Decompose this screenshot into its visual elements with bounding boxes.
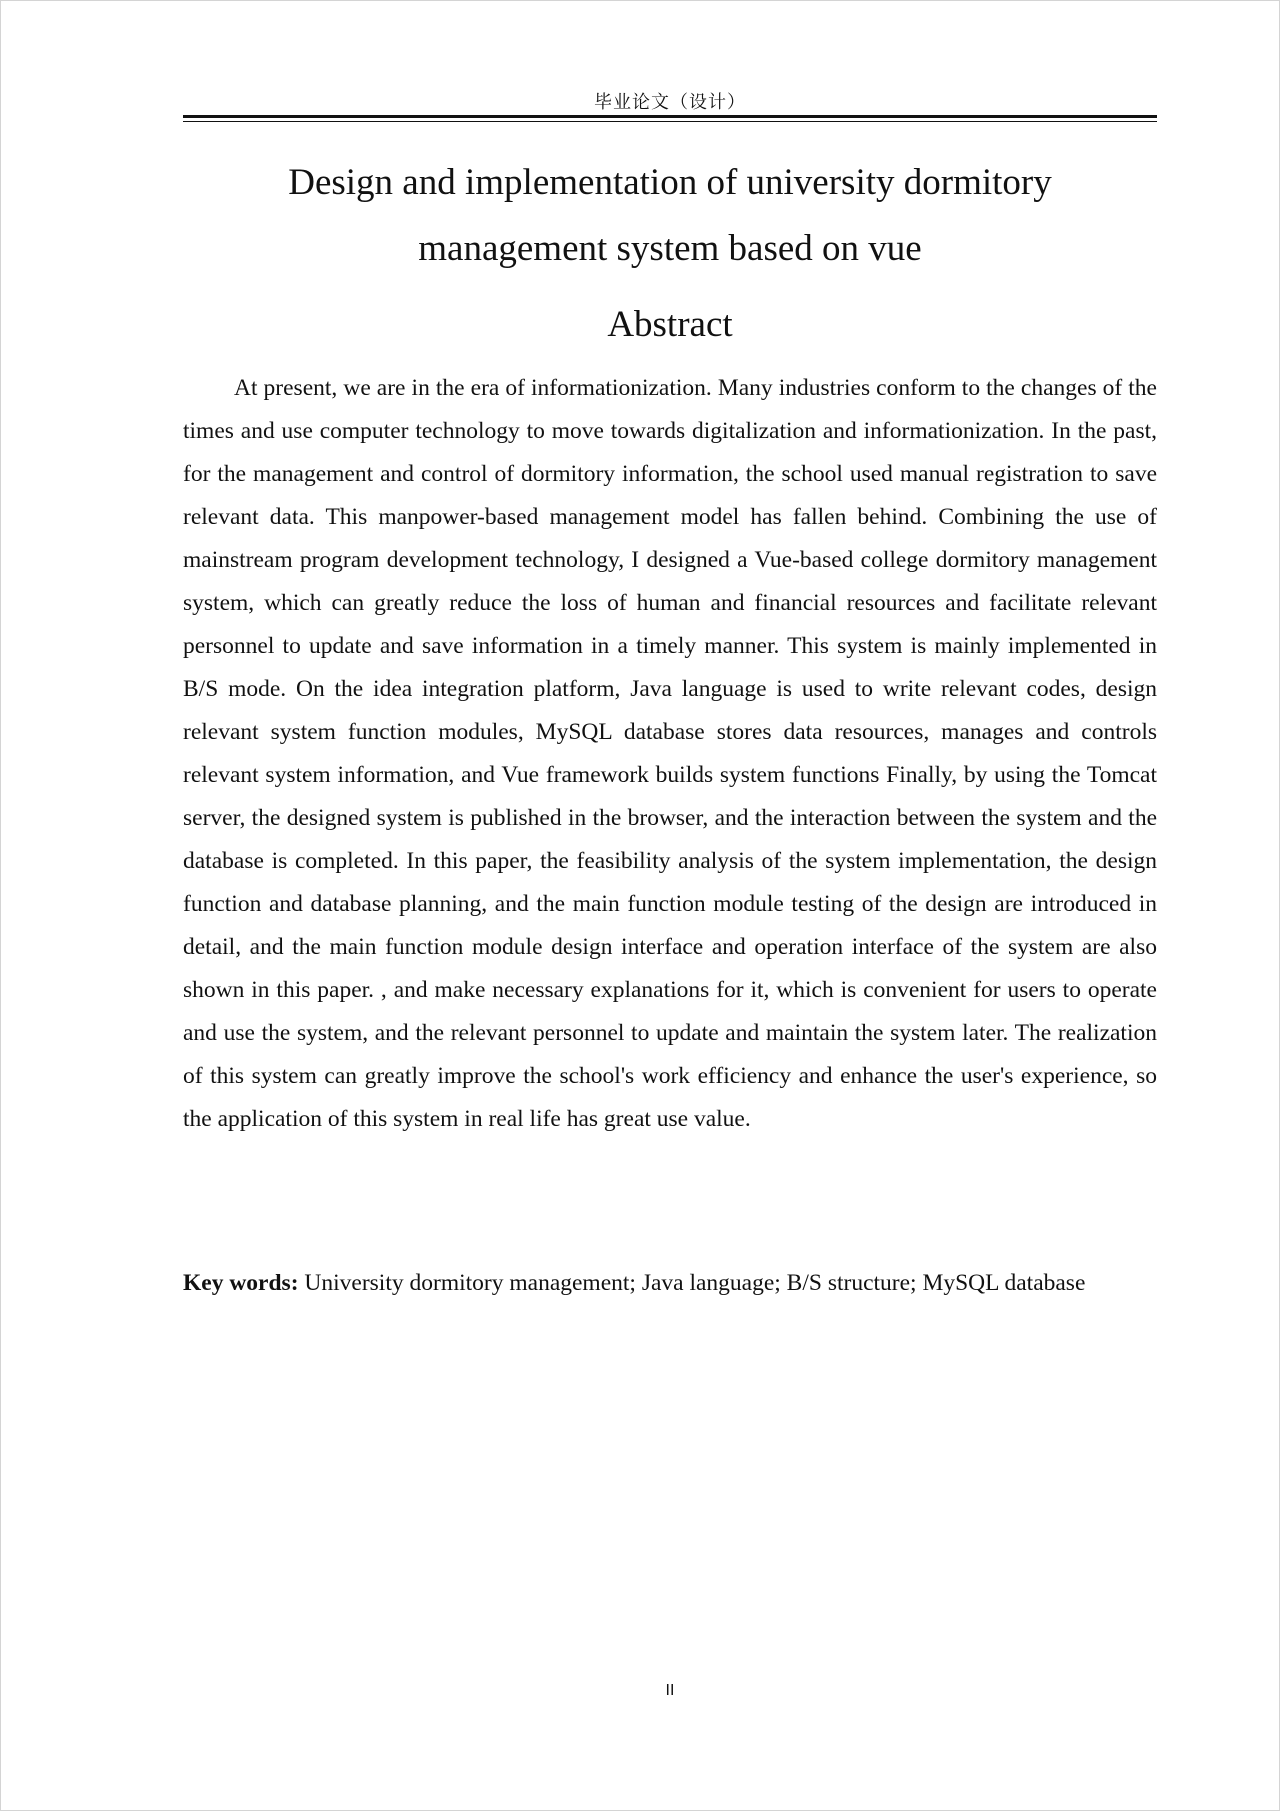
abstract-heading: Abstract bbox=[607, 304, 733, 345]
abstract-paragraph: At present, we are in the era of informationization. Many industries conform to the changes of the times and use computer technology to move towards digitalization and informationization. In the past, for the management and control of dormitory information, the school used manual registration to save relevant data. This manpower-based management model has fallen behind. Combining the use of mainstream program development technology, I designed a Vue-based college dormitory management system, which can greatly reduce the loss of human and financial resources and facilitate relevant personnel to update and save information in a timely manner. This system is mainly implemented in B/S mode. On the idea integration platform, Java language is used to write relevant codes, design relevant system function modules, MySQL database stores data resources, manages and controls relevant system information, and Vue framework builds system functions Finally, by using the Tomcat server, the designed system is published in the browser, and the interaction between the system and the database is completed. In this paper, the feasibility analysis of the system implementation, the design function and database planning, and the main function module testing of the design are introduced in detail, and the main function module design interface and operation interface of the system are also shown in this paper. , and make necessary explanations for it, which is convenient for users to operate and use the system, and the relevant personnel to update and maintain the system later. The realization of this system can greatly improve the school's work efficiency and enhance the user's experience, so the application of this system in real life has great use value. bbox=[183, 375, 1157, 1132]
page-number: II bbox=[665, 1682, 675, 1699]
keywords-label: Key words: bbox=[183, 1270, 299, 1296]
paper-title-line-2: management system based on vue bbox=[418, 228, 922, 269]
running-header: 毕业论文（设计） bbox=[594, 92, 746, 113]
keywords-value: University dormitory management; Java language; B/S structure; MySQL database bbox=[304, 1270, 1086, 1296]
keywords-paragraph bbox=[183, 1262, 1157, 1305]
header-rule-thick bbox=[183, 115, 1157, 118]
paper-title bbox=[183, 150, 1157, 282]
header-rule-thin bbox=[183, 121, 1157, 122]
paper-title-line-1: Design and implementation of university dormitory bbox=[288, 162, 1052, 203]
